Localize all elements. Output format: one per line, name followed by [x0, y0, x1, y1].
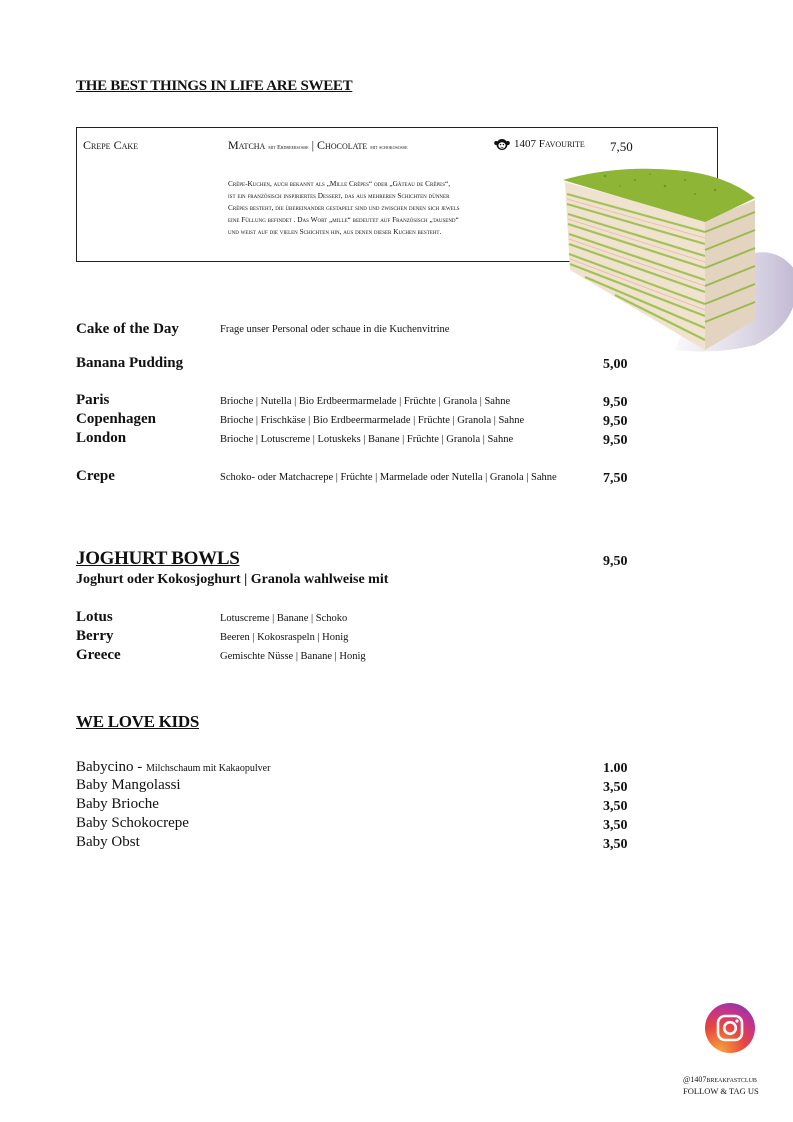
- option-chocolate-note: mit schokososse: [370, 145, 408, 151]
- menu-item-price: 5,00: [603, 357, 628, 372]
- kids-item: [76, 759, 270, 776]
- option-chocolate: Chocolate: [317, 138, 368, 152]
- menu-item-name: Paris: [76, 392, 110, 408]
- favourite-label: 1407 Favourite: [514, 138, 585, 150]
- bowls-price: 9,50: [603, 554, 628, 569]
- crepe-cake-options: [228, 138, 408, 153]
- menu-item-name: Banana Pudding: [76, 355, 184, 371]
- menu-item-desc: Brioche | Lotuscreme | Lotuskeks | Banane | Früchte | Granola | Sahne: [220, 434, 514, 445]
- bowl-name: Berry: [76, 628, 114, 644]
- description-line: Crêpe-Kuchen, auch bekannt als „Mille Crêpes“ oder „Gâteau de Crêpes“,: [228, 179, 451, 188]
- menu-item-price: 9,50: [603, 414, 628, 429]
- kids-item-price: 3,50: [603, 780, 628, 795]
- monkey-icon: [494, 137, 510, 151]
- option-separator: |: [311, 138, 315, 152]
- kids-item-name: Babycino -: [76, 759, 146, 775]
- menu-item-name: Cake of the Day: [76, 321, 179, 337]
- kids-item-note: Milchschaum mit Kakaopulver: [145, 763, 271, 774]
- description-line: und weist auf die vielen Schichten hin, aus denen dieser Kuchen besteht.: [228, 227, 442, 236]
- kids-item-price: 3,50: [603, 818, 628, 833]
- crepe-cake-name: Crepe Cake: [83, 138, 139, 152]
- description-line: eine Füllung befindet . Das Wort „mille“ bedeutet auf Französisch „tausend“: [228, 215, 459, 224]
- kids-item-price: 1.00: [603, 761, 628, 776]
- bowl-desc: Lotuscreme | Banane | Schoko: [220, 613, 348, 624]
- bowls-subheading: Joghurt oder Kokosjoghurt | Granola wahlweise mit: [76, 572, 389, 587]
- section-heading-bowls: JOGHURT BOWLS: [76, 548, 240, 569]
- menu-item-price: 9,50: [603, 433, 628, 448]
- menu-item-desc: Schoko- oder Matchacrepe | Früchte | Marmelade oder Nutella | Granola | Sahne: [220, 472, 557, 483]
- instagram-handle[interactable]: @1407breakfastclub: [683, 1075, 757, 1084]
- menu-item-name: Copenhagen: [76, 411, 157, 427]
- kids-item-name: Baby Brioche: [76, 796, 159, 812]
- description-line: Crêpes besteht, die übereinander gestapelt sind und zwischen denen sich jewels: [228, 203, 460, 212]
- crepe-cake-description: [228, 178, 573, 238]
- kids-item-name: Baby Mangolassi: [76, 777, 181, 793]
- bowl-desc: Gemischte Nüsse | Banane | Honig: [220, 651, 366, 662]
- bowl-desc: Beeren | Kokosraspeln | Honig: [220, 632, 349, 643]
- menu-item-price: 7,50: [603, 471, 628, 486]
- section-heading-kids: WE LOVE KIDS: [76, 712, 199, 731]
- bowl-name: Lotus: [76, 609, 113, 625]
- instagram-icon[interactable]: [704, 1002, 756, 1054]
- favourite-badge: [494, 137, 585, 151]
- kids-item-name: Baby Schokocrepe: [76, 815, 189, 831]
- menu-item-price: 9,50: [603, 395, 628, 410]
- menu-item-name: London: [76, 430, 127, 446]
- kids-item-price: 3,50: [603, 799, 628, 814]
- section-heading-sweet: THE BEST THINGS IN LIFE ARE SWEET: [76, 78, 353, 94]
- kids-item-name: Baby Obst: [76, 834, 140, 850]
- option-matcha: Matcha: [228, 138, 266, 152]
- description-line: ist ein französisch inspiriertes Dessert, das aus mehreren Schichten dünner: [228, 191, 450, 200]
- option-matcha-note: mit Erdbeersosse: [268, 145, 309, 151]
- kids-item-price: 3,50: [603, 837, 628, 852]
- crepe-cake-illustration: [555, 160, 793, 360]
- crepe-cake-price: 7,50: [610, 139, 633, 154]
- bowl-name: Greece: [76, 647, 121, 663]
- menu-item-desc: Brioche | Nutella | Bio Erdbeermarmelade | Früchte | Granola | Sahne: [220, 396, 511, 407]
- menu-item-name: Crepe: [76, 468, 115, 484]
- menu-item-desc: Frage unser Personal oder schaue in die Kuchenvitrine: [220, 324, 450, 335]
- menu-item-desc: Brioche | Frischkäse | Bio Erdbeermarmelade | Früchte | Granola | Sahne: [220, 415, 525, 426]
- follow-cta: FOLLOW & TAG US: [683, 1086, 759, 1096]
